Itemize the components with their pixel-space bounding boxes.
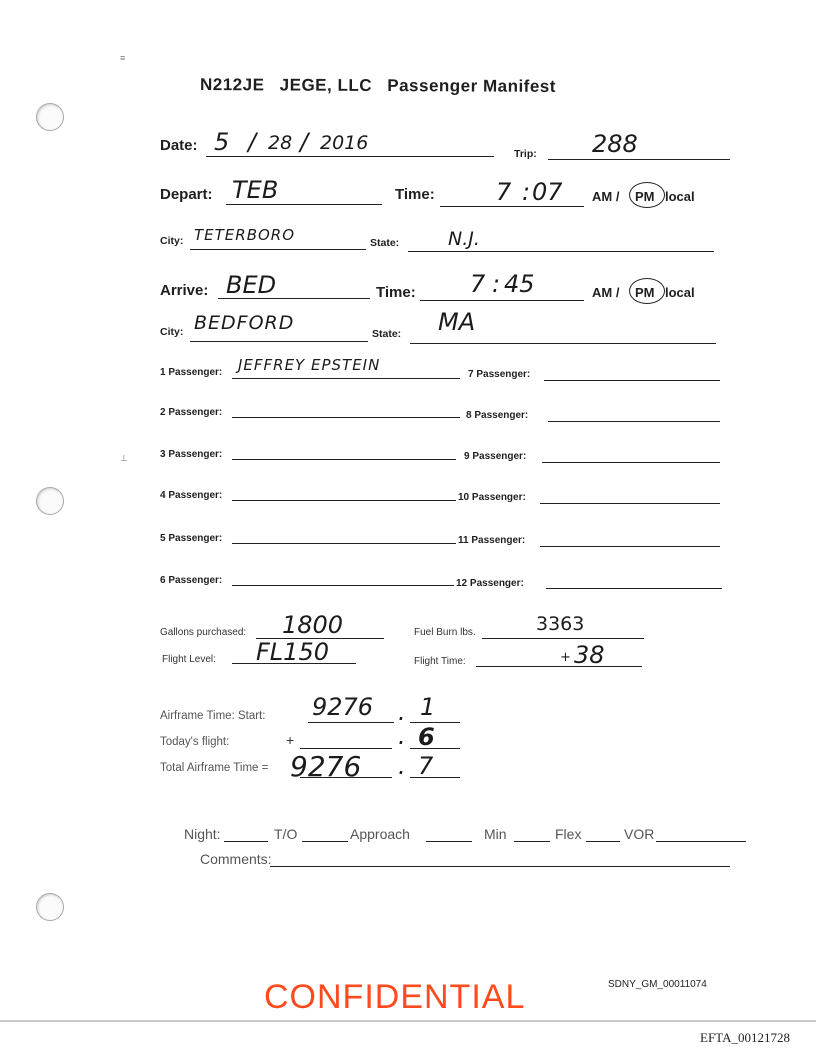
depart-time-hour: 7 (496, 178, 512, 206)
confidential-stamp: CONFIDENTIAL (264, 978, 526, 1016)
passenger-12-label: 12 Passenger: (456, 578, 524, 589)
arrive-time-label: Time: (376, 284, 416, 301)
vor-label: VOR (624, 826, 655, 842)
fuel-burn-line (482, 638, 644, 639)
flight-level-label: Flight Level: (162, 654, 216, 665)
min-label: Min (484, 826, 507, 842)
date-label: Date: (160, 137, 198, 154)
trip-value: 288 (592, 130, 638, 158)
arrive-label: Arrive: (160, 282, 209, 299)
todays-flight-dec: 6 (418, 723, 435, 751)
trip-label: Trip: (514, 148, 537, 160)
arrive-city-line (190, 341, 368, 342)
passenger-1-line (232, 378, 460, 379)
date-month-value: 5 (214, 128, 230, 156)
arrive-state-label: State: (372, 328, 402, 340)
flight-level-value: FL150 (256, 638, 329, 666)
gallons-label: Gallons purchased: (160, 627, 247, 638)
depart-ampm-label: AM / (592, 189, 620, 204)
flex-label: Flex (555, 826, 582, 842)
total-airframe-int: 9276 (290, 750, 362, 783)
passenger-10-label: 10 Passenger: (458, 492, 526, 503)
passenger-9-line (542, 462, 720, 463)
flight-time-label: Flight Time: (414, 656, 466, 667)
arrive-state-line (410, 343, 716, 344)
passenger-5-line (232, 543, 456, 544)
depart-time-colon: : (522, 178, 531, 206)
depart-time-minute: 07 (532, 178, 563, 206)
night-line (224, 841, 268, 842)
todays-flight-dot: . (398, 722, 406, 750)
passenger-11-label: 11 Passenger: (458, 535, 526, 546)
passenger-6-line (232, 585, 454, 586)
date-separator: / (300, 128, 309, 156)
scan-speck: ≡ (120, 53, 126, 63)
arrive-time-hour: 7 (470, 270, 486, 298)
depart-state-line (408, 251, 714, 252)
passenger-9-label: 9 Passenger: (464, 451, 527, 462)
depart-city-label: City: (160, 235, 184, 247)
arrive-city-value: BEDFORD (194, 312, 295, 334)
airframe-start-dec: 1 (420, 693, 436, 721)
passenger-1-label: 1 Passenger: (160, 367, 223, 378)
total-airframe-dec: 7 (418, 752, 434, 780)
depart-time-label: Time: (395, 186, 435, 203)
comments-line (270, 866, 730, 867)
depart-value: TEB (232, 176, 279, 204)
passenger-3-line (232, 459, 456, 460)
total-airframe-dot: . (398, 752, 406, 780)
depart-city-line (190, 249, 366, 250)
total-airframe-label: Total Airframe Time = (160, 762, 269, 774)
date-separator: / (248, 128, 257, 156)
depart-state-label: State: (370, 237, 400, 249)
passenger-1-name: JEFFREY EPSTEIN (238, 356, 381, 374)
scan-speck: ⊥ (120, 453, 128, 463)
trip-field-line (548, 159, 730, 160)
passenger-8-label: 8 Passenger: (466, 410, 529, 421)
fuel-burn-value: 3363 (536, 613, 585, 635)
flex-line (586, 841, 620, 842)
depart-field-line (226, 204, 382, 205)
night-label: Night: (184, 826, 221, 842)
depart-city-value: TETERBORO (194, 226, 296, 244)
arrive-state-value: MA (438, 308, 476, 336)
arrive-time-colon: : (492, 270, 501, 298)
comments-label: Comments: (200, 851, 272, 867)
bates-number: SDNY_GM_00011074 (608, 979, 707, 990)
passenger-4-line (232, 500, 456, 501)
min-line (514, 841, 550, 842)
passenger-2-line (232, 417, 460, 418)
arrive-ampm-label: AM / (592, 285, 620, 300)
passenger-7-line (544, 380, 720, 381)
passenger-7-label: 7 Passenger: (468, 369, 531, 380)
passenger-12-line (546, 588, 722, 589)
depart-time-line (440, 206, 584, 207)
flight-time-value: 38 (574, 641, 605, 669)
to-line (302, 841, 348, 842)
arrive-local-label: local (665, 285, 695, 300)
todays-flight-int-line (300, 748, 392, 749)
todays-flight-label: Today's flight: (160, 736, 230, 748)
passenger-11-line (540, 546, 720, 547)
passenger-2-label: 2 Passenger: (160, 407, 223, 418)
todays-flight-sign: + (286, 732, 295, 748)
arrive-pm-label: PM (635, 285, 655, 300)
gallons-value: 1800 (282, 611, 344, 639)
depart-local-label: local (665, 189, 695, 204)
date-year-value: 2016 (320, 132, 369, 154)
arrive-value: BED (226, 271, 277, 299)
page-title (200, 75, 566, 97)
total-airframe-dec-line (410, 777, 460, 778)
company-name: JEGE, LLC (279, 75, 373, 95)
depart-state-value: N.J. (448, 228, 480, 250)
scan-page-edge (0, 1020, 816, 1022)
airframe-start-int-line (308, 722, 394, 723)
binder-hole-bottom (36, 893, 64, 921)
flight-time-line (476, 666, 642, 667)
todays-flight-dec-line (410, 748, 460, 749)
total-airframe-int-line (300, 777, 392, 778)
passenger-5-label: 5 Passenger: (160, 533, 223, 544)
to-label: T/O (274, 826, 298, 842)
vor-line (656, 841, 746, 842)
depart-label: Depart: (160, 186, 213, 203)
passenger-6-label: 6 Passenger: (160, 575, 223, 586)
binder-hole-top (36, 103, 64, 131)
form-title: Passenger Manifest (387, 76, 557, 96)
approach-label: Approach (350, 826, 410, 842)
efta-number: EFTA_00121728 (700, 1030, 790, 1045)
arrive-time-line (420, 300, 584, 301)
approach-line (426, 841, 472, 842)
airframe-start-int: 9276 (312, 693, 374, 721)
fuel-burn-label: Fuel Burn lbs. (414, 627, 476, 638)
passenger-4-label: 4 Passenger: (160, 490, 223, 501)
tail-number: N212JE (199, 75, 265, 95)
airframe-start-dot: . (398, 698, 406, 726)
passenger-10-line (540, 503, 720, 504)
airframe-start-label: Airframe Time: Start: (160, 710, 266, 722)
passenger-3-label: 3 Passenger: (160, 449, 223, 460)
passenger-8-line (548, 421, 720, 422)
binder-hole-middle (36, 487, 64, 515)
depart-pm-label: PM (635, 189, 655, 204)
flight-time-sign: + (560, 650, 571, 665)
date-day-value: 28 (268, 132, 293, 154)
date-field-line (206, 156, 494, 157)
arrive-city-label: City: (160, 326, 184, 338)
arrive-time-minute: 45 (504, 270, 535, 298)
